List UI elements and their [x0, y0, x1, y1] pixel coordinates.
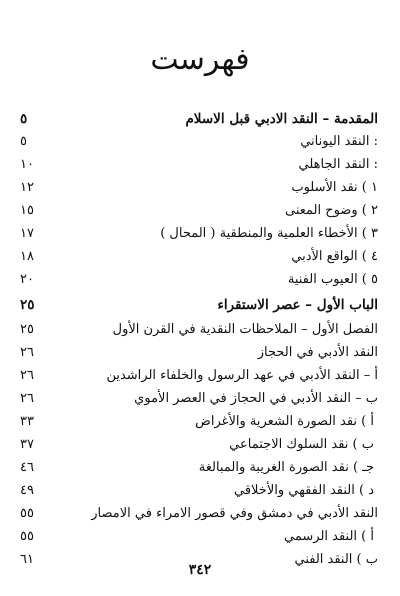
toc-entry-page: ٢٦	[20, 345, 34, 360]
toc-entry-label: النقد الأدبي في دمشق وفي قصور الامراء في الامصار	[91, 506, 378, 521]
toc-entry-label: ٢ ) وضوح المعنى	[285, 203, 378, 218]
toc-row	[0, 526, 400, 548]
toc-entry-page: ٢٥	[20, 297, 35, 313]
toc-row	[0, 294, 400, 316]
toc-row	[0, 503, 400, 525]
toc-entry-label: الفصل الأول – الملاحظات النقدية في القرن الأول	[112, 322, 378, 337]
toc-entry-page: ١٧	[20, 226, 34, 241]
toc-row	[0, 200, 400, 222]
toc-row	[0, 434, 400, 456]
toc-entry-page: ٥٥	[20, 506, 34, 521]
toc-row	[0, 246, 400, 268]
toc-row	[0, 388, 400, 410]
toc-entry-page: ٢٥	[20, 322, 34, 337]
toc-entry-label: الباب الأول – عصر الاستقراء	[217, 297, 378, 313]
toc-entry-page: ٣٣	[20, 414, 34, 429]
toc-row	[0, 411, 400, 433]
toc-entry-page: ٢٠	[20, 272, 34, 287]
page-title: فهرست	[150, 42, 250, 77]
toc-row	[0, 342, 400, 364]
toc-row	[0, 154, 400, 176]
toc-entry-page: ٢٦	[20, 368, 34, 383]
toc-row	[0, 269, 400, 291]
toc-entry-label: ب ) النقد الفني	[294, 552, 378, 567]
toc-row	[0, 177, 400, 199]
toc-entry-label: ب ) نقد السلوك الاجتماعي	[229, 437, 374, 452]
toc-entry-page: ٦١	[20, 552, 34, 567]
toc-entry-page: ١٠	[20, 157, 34, 172]
toc-row	[0, 480, 400, 502]
toc-row	[0, 108, 400, 130]
toc-entry-page: ٥	[20, 134, 27, 149]
toc-row	[0, 131, 400, 153]
toc-entry-label: أ – النقد الأدبي في عهد الرسول والخلفاء الراشدين	[106, 368, 378, 383]
toc-row	[0, 319, 400, 341]
toc-entry-label: جـ ) نقد الصورة الغريبة والمبالغة	[198, 460, 374, 475]
toc-row	[0, 223, 400, 245]
toc-entry-label: ٥ ) العيوب الفنية	[287, 272, 378, 287]
toc-entry-page: ٥٥	[20, 529, 34, 544]
toc-entry-label: ٣ ) الأخطاء العلمية والمنطقية ( المحال )	[160, 226, 378, 241]
toc-entry-label: : النقد الجاهلي	[298, 157, 378, 172]
toc-entry-page: ٢٦	[20, 391, 34, 406]
toc-entry-label: ١ ) نقد الأسلوب	[291, 180, 378, 195]
toc-entry-page: ٣٧	[20, 437, 34, 452]
toc-entry-page: ٥	[20, 111, 28, 127]
toc-row	[0, 365, 400, 387]
toc-entry-label: المقدمة – النقد الادبي قبل الاسلام	[185, 111, 378, 127]
toc-entry-label: ب – النقد الأدبي في الحجاز في العصر الأموي	[134, 391, 378, 406]
toc-entry-label: د ) النقد الفقهي والأخلاقي	[234, 483, 374, 498]
toc-entry-label: أ ) النقد الرسمي	[284, 529, 374, 544]
toc-entry-page: ٤٩	[20, 483, 34, 498]
toc-entry-label: النقد الأدبي في الحجاز	[257, 345, 378, 360]
toc-row	[0, 457, 400, 479]
toc-entry-page: ١٥	[20, 203, 34, 218]
toc-entry-page: ١٢	[20, 180, 34, 195]
toc-entry-label: : النقد اليوناني	[300, 134, 378, 149]
page-number: ٣٤٢	[188, 562, 212, 578]
toc-entry-page: ٤٦	[20, 460, 34, 475]
toc-entry-label: أ ) نقد الصورة الشعرية والأغراض	[195, 414, 374, 429]
toc-entry-label: ٤ ) الواقع الأدبي	[291, 249, 378, 264]
toc-entry-page: ١٨	[20, 249, 34, 264]
